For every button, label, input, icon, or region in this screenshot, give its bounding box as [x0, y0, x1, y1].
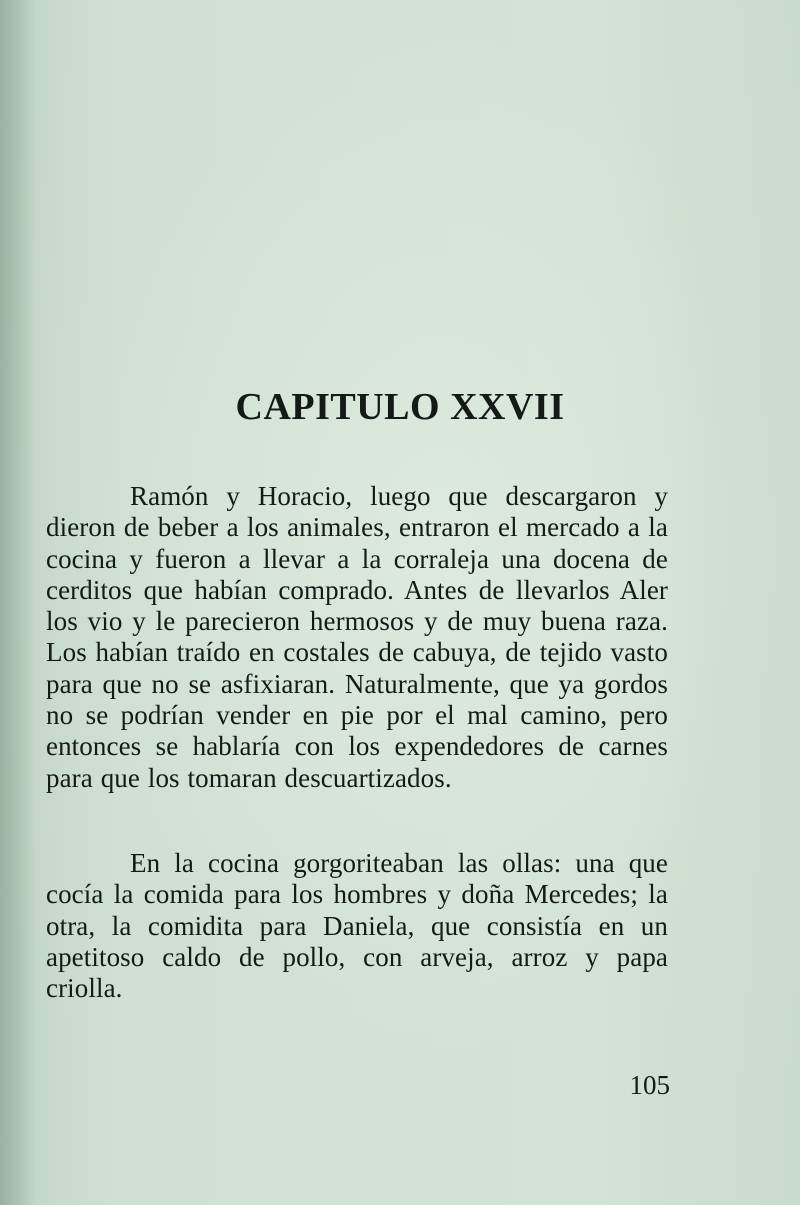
paragraph-1: Ramón y Horacio, luego que descargaron y dieron de beber a los animales, entraron el mercado a la cocina y fueron a llevar a la corraleja una docena de cerditos que habían comprado. Antes de llevarlos Aler los vio y le parecieron hermosos y de muy buena raza. Los habían traído en costales de cabuya, de tejido vasto para que no se asfixiaran. Naturalmente, que ya gordos no se podrían vender en pie por el mal camino, pero entonces se hablaría con los expendedores de carnes para que los tomaran descuartizados. [46, 481, 668, 793]
binding-shadow [0, 0, 36, 1205]
chapter-heading: CAPITULO XXVII [235, 386, 565, 428]
page-number: 105 [629, 1070, 670, 1100]
paragraph-2: En la cocina gorgoriteaban las ollas: una que cocía la comida para los hombres y doña Mercedes; la otra, la comidita para Daniela, que consistía en un apetitoso caldo de pollo, con arveja, arroz y papa criolla. [46, 848, 668, 1004]
